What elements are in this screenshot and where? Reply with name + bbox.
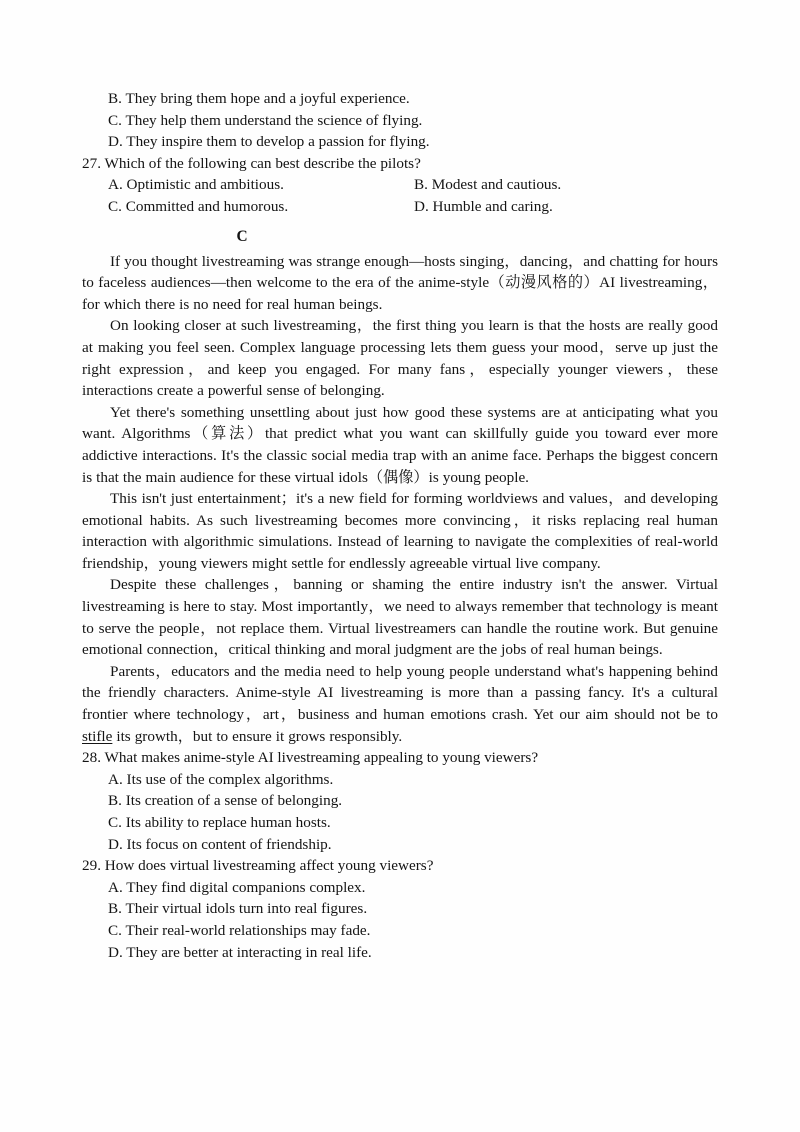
passage-paragraph-6-text-before: Parents，educators and the media need to help young people understand what's happening behind the friendly characters. Anime-style AI livestreaming is more than a passing fancy. It's a cultural frontier where technology，art，business and human emotions crash. Yet our aim should not be to — [82, 662, 718, 724]
question-28-option-a: A. Its use of the complex algorithms. — [108, 770, 334, 788]
question-28-option-c: C. Its ability to replace human hosts. — [108, 814, 331, 831]
question-29-stem: 29. How does virtual livestreaming affect young viewers? — [82, 857, 434, 875]
passage-paragraph-1: If you thought livestreaming was strange enough—hosts singing，dancing，and chatting for hours to faceless audiences—then welcome to the era of the anime-style（动漫风格的）AI livestreaming，for which there is no need for real human beings. — [82, 252, 718, 313]
passage-paragraph-3: Yet there's something unsettling about just how good these systems are at anticipating what you want. Algorithms（算法）that predict what you want can skillfully guide you toward ever more addictive interactions. It's the classic social media trap with an anime face. Perhaps the biggest concern is that the main audience for these virtual idols（偶像）is young people. — [82, 403, 718, 486]
option-b-previous-question: B. They bring them hope and a joyful experience. — [108, 90, 410, 107]
question-27-option-c: C. Committed and humorous. — [108, 197, 289, 215]
passage-paragraph-5: Despite these challenges，banning or shaming the entire industry isn't the answer. Virtual livestreaming is here to stay. Most importantly，we need to always remember that technology is meant to serve the people，not replace them. Virtual livestreamers can handle the routine work. But genuine emotional connection，critical thinking and moral judgment are the jobs of real human beings. — [82, 576, 718, 659]
passage-paragraph-6 — [82, 661, 718, 747]
underlined-term-stifle: stifle — [82, 727, 113, 745]
question-28-option-d: D. Its focus on content of friendship. — [108, 835, 332, 853]
passage-paragraph-4: This isn't just entertainment；it's a new field for forming worldviews and values，and developing emotional habits. As such livestreaming becomes more convincing，it risks replacing real human interaction with algorithmic simulations. Instead of learning to navigate the complexities of real-world friendship，young viewers might settle for endlessly agreeable virtual live company. — [82, 490, 718, 572]
passage-section-letter: C — [236, 227, 248, 245]
passage-paragraph-6-text-after: its growth，but to ensure it grows responsibly. — [112, 727, 403, 745]
question-27-option-a: A. Optimistic and ambitious. — [108, 176, 284, 194]
question-29-option-a: A. They find digital companions complex. — [108, 878, 366, 896]
question-28-stem: 28. What makes anime-style AI livestreaming appealing to young viewers? — [82, 749, 539, 767]
question-27-stem: 27. Which of the following can best describe the pilots? — [82, 154, 421, 172]
question-27-options-row-1 — [82, 174, 718, 196]
option-c-previous-question: C. They help them understand the science of flying. — [108, 111, 423, 129]
option-d-previous-question: D. They inspire them to develop a passion for flying. — [108, 133, 430, 151]
passage-paragraph-2: On looking closer at such livestreaming，the first thing you learn is that the hosts are really good at making you feel seen. Complex language processing lets them guess your mood，serve up just the right expression，and keep you engaged. For many fans，especially younger viewers，these interactions create a powerful sense of belonging. — [82, 317, 718, 400]
question-27-option-d: D. Humble and caring. — [414, 197, 553, 215]
question-29-option-d: D. They are better at interacting in real life. — [108, 943, 372, 961]
question-29-option-c: C. Their real-world relationships may fade. — [108, 921, 371, 939]
question-27-options-row-2 — [82, 196, 718, 218]
question-29-option-b: B. Their virtual idols turn into real figures. — [108, 900, 368, 918]
question-28-option-b: B. Its creation of a sense of belonging. — [108, 792, 343, 810]
page-content — [82, 88, 718, 963]
question-27-option-b: B. Modest and cautious. — [414, 176, 562, 194]
